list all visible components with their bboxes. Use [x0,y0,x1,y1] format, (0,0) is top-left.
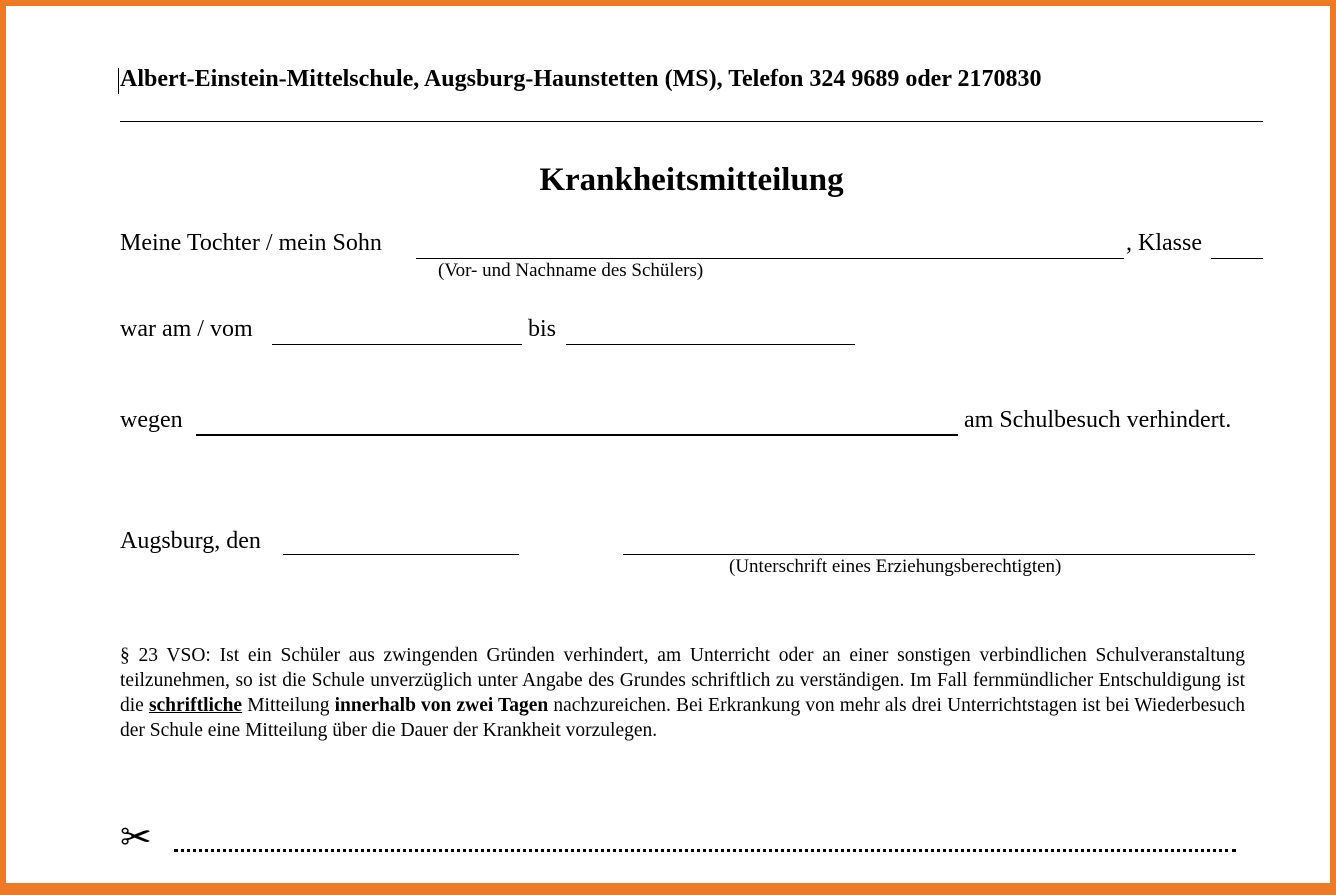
class-label: , Klasse [1126,230,1202,256]
reason-suffix: am Schulbesuch verhindert. [964,407,1232,433]
place-date-label: Augsburg, den [120,528,261,554]
legal-underlined: schriftliche [148,695,243,716]
document-title: Krankheitsmitteilung [539,162,844,198]
scissors-icon: ✂ [120,817,152,859]
class-field[interactable] [1211,258,1263,259]
header-rule [120,121,1263,122]
signature-hint: (Unterschrift eines Erziehungsberechtigten) [729,556,1062,577]
document-page [6,6,1330,883]
student-label: Meine Tochter / mein Sohn [120,230,382,256]
signature-field[interactable] [623,554,1255,555]
reason-label: wegen [120,407,183,433]
date-to-label: bis [528,316,557,342]
student-name-field[interactable] [416,258,1124,259]
school-header [120,66,1260,93]
date-from-field[interactable] [272,344,522,345]
legal-bold: innerhalb von zwei Tagen [334,695,549,716]
place-date-field[interactable] [283,554,519,555]
legal-text-1: § 23 VSO: Ist ein Schüler aus zwingenden Gründen verhindert, am Unterricht oder an einer sonstigen verbindlichen Schulveranstaltung teilzunehmen, so ist die Schule unverzüglich unter Angabe des Grundes schriftlich zu verständigen. Im Fall fernmündlicher Entschuldigung ist die [120,645,1245,716]
cut-line [174,849,1236,852]
legal-text-3: nachzureichen. Bei Erkrankung von mehr als drei Unterrichtstagen ist bei Wiederbesuch der Schule eine Mitteilung über die Dauer der Krankheit vorzulegen. [120,695,1245,741]
legal-notice [120,643,1245,743]
school-header-text: Albert-Einstein-Mittelschule, Augsburg-Haunstetten (MS), Telefon 324 9689 oder 2170830 [120,66,1042,92]
text-cursor [118,68,119,94]
student-name-hint: (Vor- und Nachname des Schülers) [438,260,704,281]
reason-field[interactable] [196,434,958,436]
date-from-label: war am / vom [120,316,253,342]
legal-text-2: Mitteilung [242,695,335,716]
date-to-field[interactable] [566,344,855,345]
